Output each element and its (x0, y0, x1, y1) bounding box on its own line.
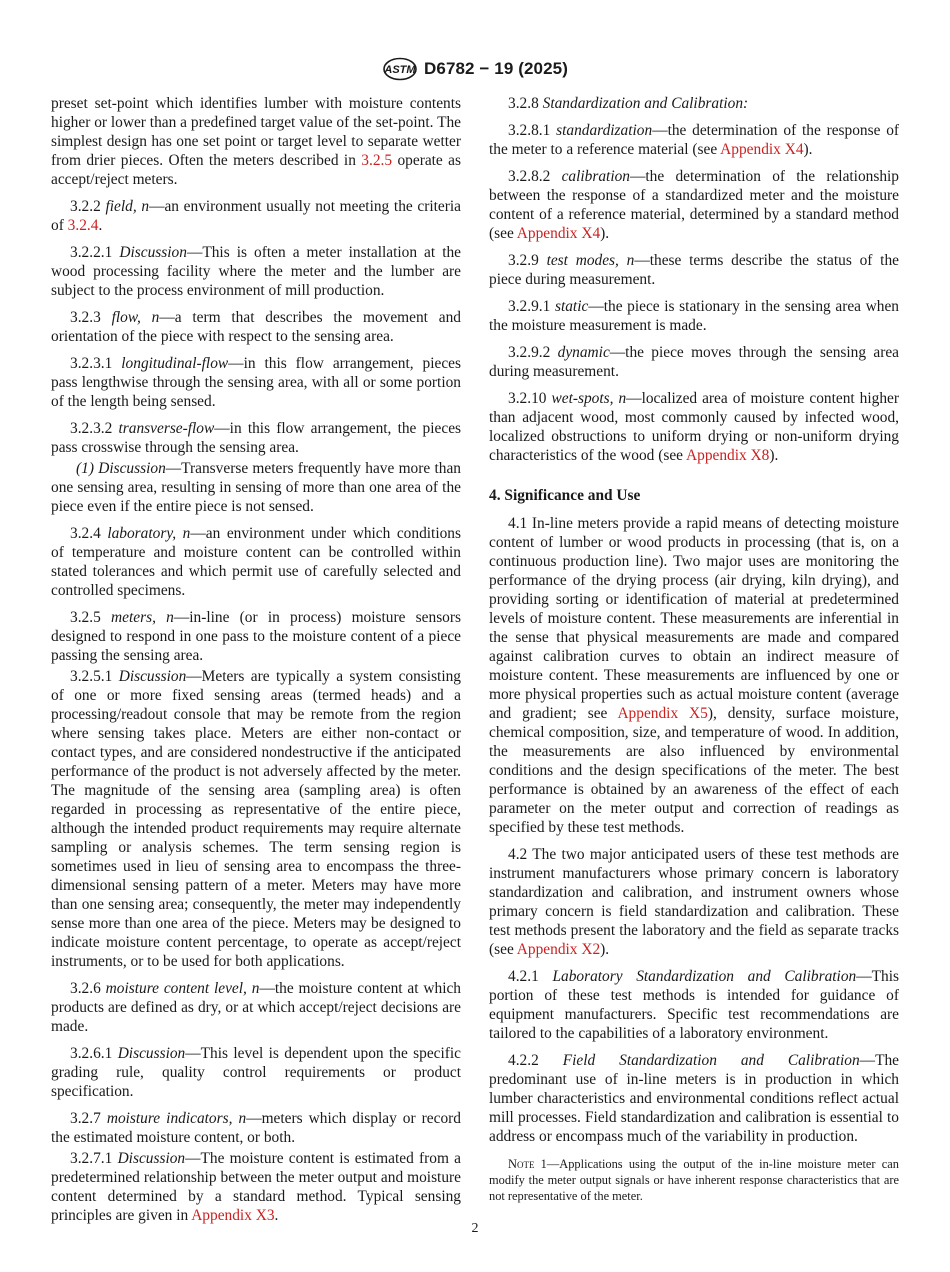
xref-appendix-x3[interactable]: Appendix X3 (191, 1207, 275, 1224)
left-column (51, 94, 461, 1233)
paragraph-4-2-1: 4.2.1 Laboratory Standardization and Calibration—This portion of these test methods is intended for guidance of equipment manufacturers. Specific test recommendations are tailored to the capabilities of a laboratory environment. (489, 968, 899, 1042)
paragraph-4-2-2: 4.2.2 Field Standardization and Calibration—The predominant use of in-line meters is in production in which lumber characteristics and environmental conditions reflect actual mill processes. Field standardization and calibration is essential to address or encompass much of the variability in production. (489, 1052, 899, 1145)
paragraph-4-2: 4.2 The two major anticipated users of these test methods are instrument manufacturers whose primary concern is laboratory standardization and calibration, and instrument owners whose primary concern is field standardization and calibration. These test methods present the laboratory and the field as separate tracks (see Appendix X2). (489, 846, 899, 958)
definition-laboratory: 3.2.4 laboratory, n—an environment under which conditions of temperature and moisture content can be controlled within stated tolerances and which permit use of carefully selected and controlled specimens. (51, 525, 461, 599)
definition-field: 3.2.2 field, n—an environment usually not meeting the criteria of 3.2.4. (51, 198, 461, 234)
definition-test-modes: 3.2.9 test modes, n—these terms describe the status of the piece during measurement. (489, 252, 899, 288)
xref-appendix-x2[interactable]: Appendix X2 (516, 941, 601, 958)
discussion-field: 3.2.2.1 Discussion—This is often a meter installation at the wood processing facility where the meter and the lumber are subject to the process environment of mill production. (51, 244, 462, 299)
xref-appendix-x8[interactable]: Appendix X8 (686, 447, 770, 464)
xref-appendix-x4[interactable]: Appendix X4 (720, 141, 804, 158)
xref-appendix-x5[interactable]: Appendix X5 (617, 705, 708, 722)
definition-longitudinal-flow: 3.2.3.1 longitudinal-flow—in this flow arrangement, pieces pass lengthwise through the sensing area, with all or some portion of the length being sensed. (51, 355, 461, 410)
svg-text:ASTM: ASTM (384, 64, 416, 76)
definition-wet-spots: 3.2.10 wet-spots, n—localized area of moisture content higher than adjacent wood, most commonly caused by infected wood, localized obstructions to uniform drying or non-uniform drying characteristics of the wood (see Appendix X8). (489, 390, 899, 464)
paragraph-4-1: 4.1 In-line meters provide a rapid means of detecting moisture content of lumber or wood products in processing (that is, on a continuous production line). Two major uses are monitoring the performance of the drying process (air drying, kiln drying), and providing sorting or identification of material at predetermined levels of moisture content. These measurements are inferential in the sense that physical measurements are made and compared against calibration curves to obtain an indirect measure of moisture content. These measurements are influenced by one or more physical properties such as actual moisture content (average and gradient; see Appendix X5), density, surface moisture, chemical composition, size, and temperature of wood. In addition, the measurements are also influenced by environmental conditions and the design specifications of the meter. The best performance is obtained by an awareness of the effect of each parameter on the meter output and correction of readings as specified by these test methods. (489, 515, 899, 836)
section-heading-significance: 4. Significance and Use (489, 487, 641, 504)
page-number: 2 (471, 1221, 479, 1236)
definition-meters: 3.2.5 meters, n—in-line (or in process) moisture sensors designed to respond in one pass to the moisture content of a piece passing the sensing area. (51, 609, 461, 664)
xref-3-2-4[interactable]: 3.2.4 (67, 217, 99, 234)
definition-static: 3.2.9.1 static—the piece is stationary in the sensing area when the moisture measurement is made. (489, 298, 899, 334)
xref-appendix-x4[interactable]: Appendix X4 (516, 225, 601, 242)
discussion-moisture-content-level: 3.2.6.1 Discussion—This level is dependent upon the specific grading rule, quality control requirements or product specification. (51, 1045, 462, 1100)
paragraph-setpoint-continued: preset set-point which identifies lumber with moisture contents higher or lower than a predefined target value of the set-point. The simplest design has one set point or target level to separate wetter from drier pieces. Often the meters described in 3.2.5 operate as accept/reject meters. (51, 95, 461, 188)
discussion-meters: 3.2.5.1 Discussion—Meters are typically a system consisting of one or more fixed sensing areas (termed heads) and a processing/readout console that may be remote from the region where sensing takes place. Meters are either non-contact or contact types, and are considered nondestructive if the anticipated performance of the product is not adversely affected by the meter. The magnitude of the sensing area (sampling area) is often regarded in processing as representative of the entire piece, although the intended product requirements may require alternate sampling or analysis schemes. The term sensing region is sometimes used in lieu of sensing area to encompass the three-dimensional sensing pattern of a meter. Meters may have more than one sensing area; consequently, the meter may independently sense more than one area of the piece. Meters may be designed to indicate moisture content percentage, to operate as accept/reject instruments, or to be used for both applications. (51, 668, 461, 970)
heading-standardization-calibration: 3.2.8 Standardization and Calibration: (508, 95, 749, 112)
discussion-transverse-flow: (1) Discussion—Transverse meters frequently have more than one sensing area, resulting in sensing of more than one area of the piece even if the entire piece is not sensed. (51, 460, 461, 515)
page-header (0, 56, 950, 82)
xref-3-2-5[interactable]: 3.2.5 (361, 152, 393, 169)
definition-moisture-content-level: 3.2.6 moisture content level, n—the moisture content at which products are defined as dry, or at which accept/reject decisions are made. (51, 980, 461, 1035)
definition-moisture-indicators: 3.2.7 moisture indicators, n—meters which display or record the estimated moisture content, or both. (51, 1110, 461, 1146)
definition-transverse-flow: 3.2.3.2 transverse-flow—in this flow arrangement, the pieces pass crosswise through the sensing area. (51, 420, 462, 456)
definition-standardization: 3.2.8.1 standardization—the determination of the response of the meter to a reference material (see Appendix X4). (489, 122, 900, 158)
definition-dynamic: 3.2.9.2 dynamic—the piece moves through the sensing area during measurement. (489, 344, 899, 380)
document-designation: D6782 − 19 (2025) (424, 59, 568, 78)
definition-flow: 3.2.3 flow, n—a term that describes the movement and orientation of the piece with respect to the sensing area. (51, 309, 461, 345)
note-1: Note 1—Applications using the output of the in-line moisture meter can modify the meter output signals or have inherent response characteristics that are not representative of the meter. (489, 1157, 899, 1203)
right-column (489, 94, 899, 1212)
discussion-moisture-indicators: 3.2.7.1 Discussion—The moisture content is estimated from a predetermined relationship between the meter output and moisture content determined by a standard method. Typical sensing principles are given in Appendix X3. (51, 1150, 461, 1224)
astm-logo-icon (382, 57, 418, 81)
definition-calibration: 3.2.8.2 calibration—the determination of the relationship between the response of a standardized meter and the moisture content of a reference material, determined by a standard method (see Appendix X4). (489, 168, 899, 242)
